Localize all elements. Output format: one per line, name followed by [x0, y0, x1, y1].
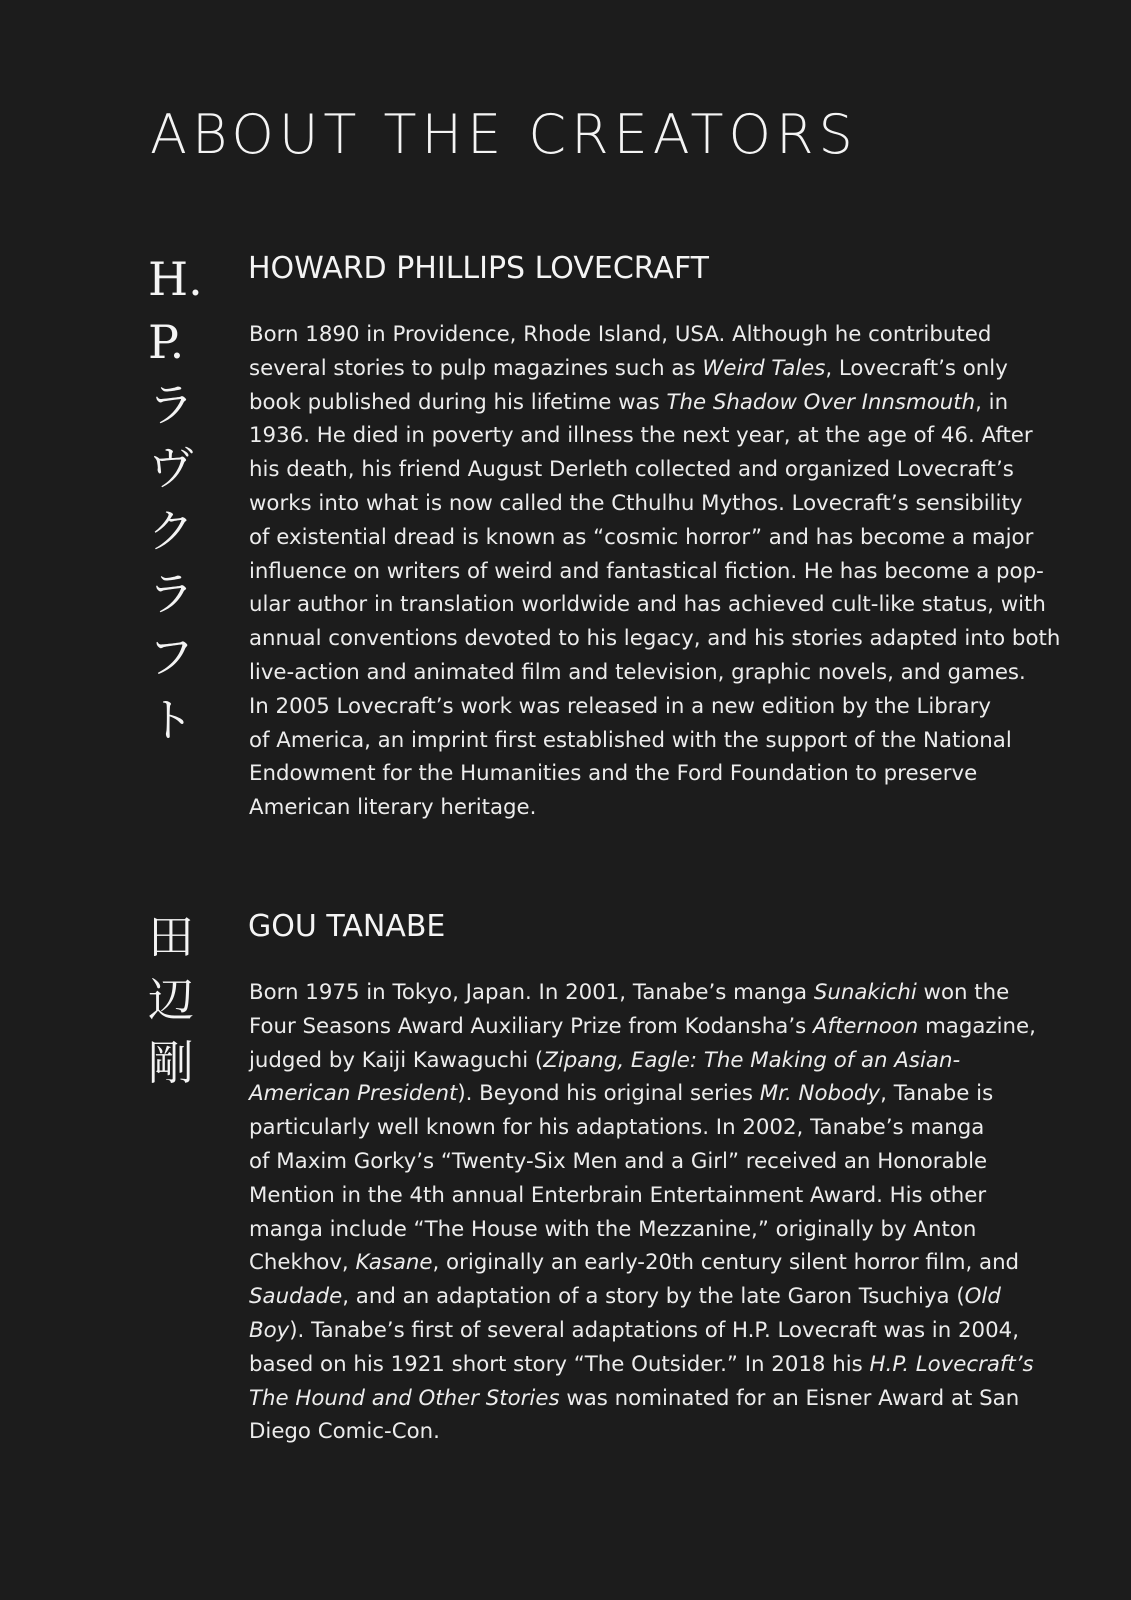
bio-italic-title: Afternoon [812, 1013, 919, 1039]
bio-text: based on his 1921 short story “The Outsider.” In 2018 his [249, 1351, 870, 1377]
bio-text: , originally an early-20th century silent horror film, and [432, 1250, 1020, 1276]
bio-text: of existential dread is known as “cosmic horror” and has become a major [249, 524, 1034, 550]
bio-italic-title: H.P. Lovecraft’s [869, 1351, 1034, 1377]
bio-line [249, 487, 1069, 521]
vertical-name-glyph: H. [148, 252, 203, 306]
bio-text: book published during his lifetime was [249, 389, 667, 415]
bio-text: Four Seasons Award Auxiliary Prize from Kodansha’s [249, 1013, 813, 1039]
vertical-name-glyph: ラ [148, 378, 194, 432]
bio-line [249, 386, 1069, 420]
bio-italic-title: Zipang, Eagle: The Making of an Asian- [543, 1047, 961, 1073]
vertical-name-glyph: ト [148, 693, 194, 747]
bio-text: magazine, [918, 1013, 1036, 1039]
bio-text: , Tanabe is [880, 1081, 994, 1107]
bio-text: particularly well known for his adaptations. In 2002, Tanabe’s manga [249, 1115, 985, 1141]
bio-text: judged by Kaiji Kawaguchi ( [249, 1047, 544, 1073]
bio-line [249, 352, 1069, 386]
bio-line [249, 1179, 1069, 1213]
bio-text: of Maxim Gorky’s “Twenty-Six Men and a Girl” received an Honorable [249, 1148, 988, 1174]
bio-line [249, 453, 1069, 487]
vertical-name-lovecraft [148, 248, 218, 752]
bio-italic-title: American President [249, 1081, 458, 1107]
creator-name: GOU TANABE [248, 909, 446, 944]
bio-text: won the [916, 980, 1010, 1005]
bio-text: ). Beyond his original series [457, 1081, 760, 1107]
bio-text: Chekhov, [249, 1250, 356, 1276]
bio-line [249, 690, 1069, 724]
bio-text: ular author in translation worldwide and has achieved cult-like status, with [249, 592, 1046, 618]
bio-italic-title: The Hound and Other Stories [249, 1385, 560, 1411]
bio-text: his death, his friend August Derleth collected and organized Lovecraft’s [249, 457, 1014, 483]
bio-line [249, 622, 1069, 656]
bio-text: Born 1890 in Providence, Rhode Island, USA. Although he contributed [249, 322, 992, 347]
bio-line [249, 791, 1069, 825]
bio-line [249, 1246, 1069, 1280]
bio-italic-title: Saudade [249, 1284, 343, 1310]
vertical-name-glyph: 剛 [148, 1036, 194, 1090]
bio-line [249, 1314, 1069, 1348]
bio-italic-title: Old [964, 1284, 1001, 1310]
bio-text: In 2005 Lovecraft’s work was released in a new edition by the Library [249, 693, 991, 719]
bio-italic-title: Kasane [355, 1250, 433, 1276]
bio-line [249, 588, 1069, 622]
creator-bio [249, 976, 1069, 1449]
bio-text: was nominated for an Eisner Award at San [559, 1385, 1020, 1411]
bio-text: ). Tanabe’s first of several adaptations of H.P. Lovecraft was in 2004, [289, 1317, 1019, 1343]
vertical-name-glyph: ヴ [148, 441, 194, 495]
bio-line [249, 555, 1069, 589]
bio-text: manga include “The House with the Mezzanine,” originally by Anton [249, 1216, 977, 1242]
creator-bio [249, 318, 1069, 825]
vertical-name-glyph: ク [148, 504, 194, 558]
vertical-name-glyph: フ [148, 630, 194, 684]
bio-text: , in [975, 389, 1009, 415]
page-title: ABOUT THE CREATORS [150, 103, 858, 166]
bio-italic-title: Boy [249, 1317, 290, 1343]
bio-italic-title: Weird Tales [702, 355, 826, 381]
bio-line [249, 521, 1069, 555]
bio-text: annual conventions devoted to his legacy, and his stories adapted into both [249, 626, 1061, 652]
vertical-name-tanabe [148, 906, 218, 1095]
bio-italic-title: Sunakichi [813, 980, 917, 1005]
bio-line [249, 1280, 1069, 1314]
vertical-name-glyph: 辺 [148, 973, 194, 1027]
bio-text: Endowment for the Humanities and the Ford Foundation to preserve [249, 761, 978, 787]
bio-text: works into what is now called the Cthulhu Mythos. Lovecraft’s sensibility [249, 490, 1023, 516]
bio-line [249, 1213, 1069, 1247]
vertical-name-glyph: P. [148, 315, 185, 369]
bio-line [249, 1044, 1069, 1078]
bio-line [249, 976, 1069, 1010]
bio-text: influence on writers of weird and fantastical fiction. He has become a pop- [249, 558, 1044, 584]
bio-line [249, 1348, 1069, 1382]
bio-text: American literary heritage. [249, 795, 537, 821]
bio-line [249, 1077, 1069, 1111]
bio-text: , Lovecraft’s only [825, 355, 1008, 381]
bio-line [249, 1415, 1069, 1449]
bio-text: Diego Comic-Con. [249, 1419, 440, 1445]
bio-text: Born 1975 in Tokyo, Japan. In 2001, Tanabe’s manga [249, 980, 814, 1005]
bio-line [249, 1010, 1069, 1044]
bio-text: Mention in the 4th annual Enterbrain Entertainment Award. His other [249, 1182, 987, 1208]
bio-line [249, 318, 1069, 352]
bio-line [249, 1382, 1069, 1416]
bio-text: several stories to pulp magazines such as [249, 355, 703, 381]
vertical-name-glyph: 田 [148, 910, 194, 964]
bio-text: live-action and animated film and television, graphic novels, and games. [249, 659, 1026, 685]
creator-name: HOWARD PHILLIPS LOVECRAFT [248, 251, 710, 286]
bio-line [249, 724, 1069, 758]
bio-line [249, 419, 1069, 453]
bio-text: of America, an imprint first established with the support of the National [249, 727, 1012, 753]
bio-line [249, 1145, 1069, 1179]
bio-line [249, 757, 1069, 791]
bio-text: 1936. He died in poverty and illness the next year, at the age of 46. After [249, 423, 1033, 449]
vertical-name-glyph: ラ [148, 567, 194, 621]
bio-text: , and an adaptation of a story by the late Garon Tsuchiya ( [342, 1284, 965, 1310]
bio-italic-title: The Shadow Over Innsmouth [666, 389, 976, 415]
bio-italic-title: Mr. Nobody [759, 1081, 881, 1107]
bio-line [249, 656, 1069, 690]
bio-line [249, 1111, 1069, 1145]
